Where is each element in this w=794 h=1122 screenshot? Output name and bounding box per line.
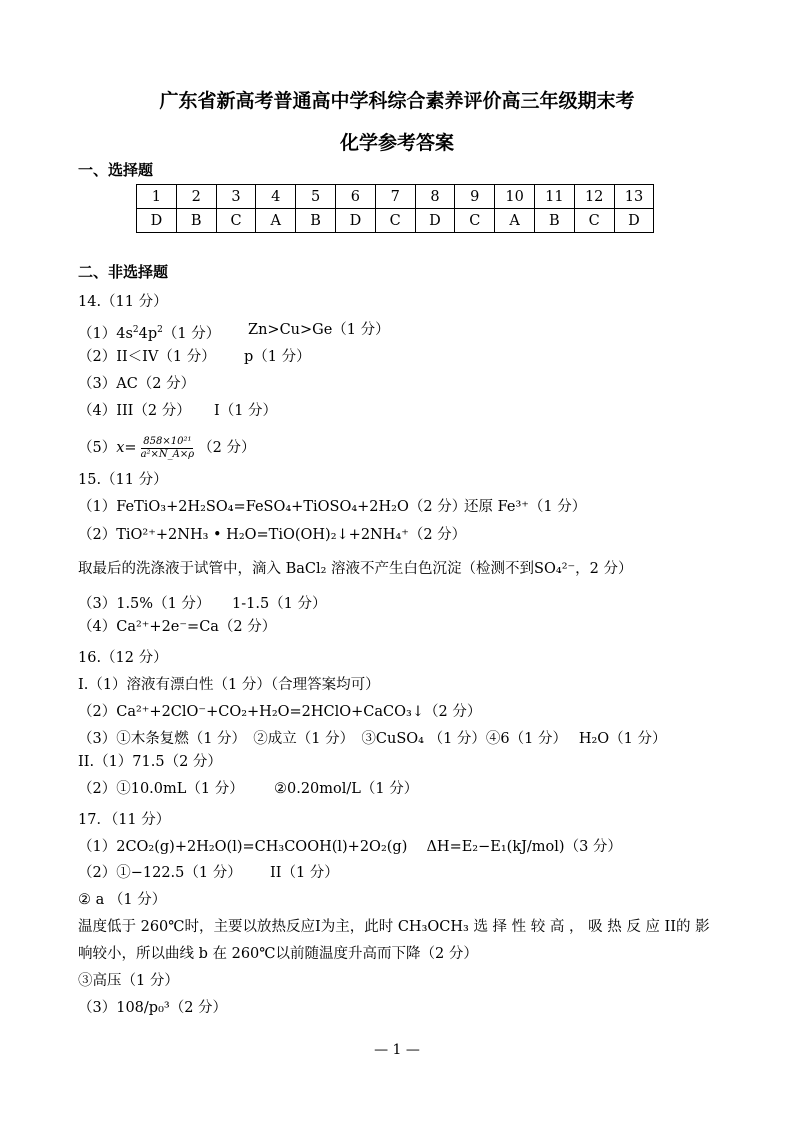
- q16-I-part1: I.（1）溶液有漂白性（1 分）（合理答案均可）: [78, 677, 380, 693]
- answer-cell: C: [574, 209, 614, 233]
- document-title: 广东省新高考普通高中学科综合素养评价高三年级期末考: [159, 90, 635, 112]
- answer-cell: B: [296, 209, 336, 233]
- answer-cell: A: [256, 209, 296, 233]
- question-number: 9: [455, 185, 495, 209]
- q14-part1-b: 4p: [138, 325, 158, 342]
- variable-x: x: [116, 440, 125, 456]
- q16-heading: 16.（12 分）: [78, 650, 168, 666]
- q17-part1: （1）2CO₂(g)+2H₂O(l)=CH₃COOH(l)+2O₂(g) ΔH=E₂−E₁(kJ/mol)（3 分）: [78, 839, 622, 855]
- q15-part4: （4）Ca²⁺+2e⁻=Ca（2 分）: [78, 619, 277, 635]
- answer-cell: B: [534, 209, 574, 233]
- q14-part4-b: I（1 分）: [214, 403, 278, 419]
- answer-cell: D: [415, 209, 455, 233]
- q16-II-part2-b: ②0.20mol/L（1 分）: [274, 781, 419, 797]
- answer-cell: C: [216, 209, 256, 233]
- q14-part2: （2）II＜IV（1 分）: [78, 349, 216, 365]
- answer-cell: B: [176, 209, 216, 233]
- q16-II-part2: （2）①10.0mL（1 分）: [78, 781, 244, 797]
- question-number: 12: [574, 185, 614, 209]
- q14-part5: [78, 434, 256, 462]
- q15-part3: （3）1.5%（1 分）: [78, 596, 211, 612]
- q17-part3: （3）108/p₀³（2 分）: [78, 1000, 228, 1016]
- q17-heading: 17．（11 分）: [78, 812, 171, 828]
- q15-part1: （1）FeTiO₃+2H₂SO₄=FeSO₄+TiOSO₄+2H₂O（2 分）: [78, 499, 467, 515]
- q15-part2-explanation: 取最后的洗涤液于试管中，滴入 BaCl₂ 溶液不产生白色沉淀（检测不到SO₄²⁻，2 分）: [78, 561, 633, 577]
- section-heading-free-response: 二、非选择题: [78, 263, 169, 281]
- page-number: — 1 —: [374, 1042, 420, 1058]
- answer-table-number-row: [137, 185, 654, 209]
- equals-sign: =: [124, 440, 137, 456]
- q14-part2-block: p（1 分）: [244, 349, 311, 365]
- q14-part1: [78, 320, 220, 344]
- q14-part1-order: Zn>Cu>Ge（1 分）: [248, 322, 390, 338]
- q17-explanation-line1: 温度低于 260℃时，主要以放热反应I为主，此时 CH₃OCH₃ 选 择 性 较 高 ， 吸 热 反 应 II的 影: [78, 919, 710, 935]
- section-heading-multiple-choice: 一、选择题: [78, 161, 154, 179]
- q15-part1-b: 还原 Fe³⁺（1 分）: [464, 499, 587, 515]
- q14-part1-c: （1 分）: [162, 325, 221, 342]
- answer-table: [136, 184, 654, 233]
- q17-part2-b: II（1 分）: [270, 865, 339, 881]
- q14-heading: 14.（11 分）: [78, 294, 168, 310]
- question-number: 11: [534, 185, 574, 209]
- question-number: 6: [335, 185, 375, 209]
- question-number: 1: [137, 185, 177, 209]
- question-number: 8: [415, 185, 455, 209]
- answer-table-answer-row: [137, 209, 654, 233]
- question-number: 4: [256, 185, 296, 209]
- q14-part5-label: （5）: [78, 440, 117, 456]
- q17-part2-2: ② a （1 分）: [78, 892, 167, 908]
- q15-part2: （2）TiO²⁺+2NH₃ • H₂O=TiO(OH)₂↓+2NH₄⁺（2 分）: [78, 527, 467, 543]
- q15-part3-b: 1-1.5（1 分）: [232, 596, 327, 612]
- fraction-denominator: a²×N_A×ρ: [140, 448, 195, 460]
- q14-part4: （4）III（2 分）: [78, 403, 191, 419]
- q14-part5-score: （2 分）: [198, 440, 256, 456]
- superscript: 2: [157, 325, 163, 335]
- density-fraction: [139, 436, 197, 461]
- answer-cell: C: [375, 209, 415, 233]
- fraction-numerator: 858×10²¹: [143, 435, 192, 447]
- question-number: 10: [495, 185, 535, 209]
- question-number: 5: [296, 185, 336, 209]
- document-subtitle: 化学参考答案: [339, 132, 454, 154]
- question-number: 2: [176, 185, 216, 209]
- q16-II-part1: II.（1）71.5（2 分）: [78, 754, 222, 770]
- answer-cell: D: [137, 209, 177, 233]
- q17-part2: （2）①−122.5（1 分）: [78, 865, 242, 881]
- answer-cell: A: [495, 209, 535, 233]
- q14-part3: （3）AC（2 分）: [78, 376, 196, 392]
- answer-cell: D: [614, 209, 654, 233]
- q15-heading: 15.（11 分）: [78, 472, 168, 488]
- q16-I-part3: （3）①木条复燃（1 分） ②成立（1 分） ③CuSO₄ （1 分）④6（1 分） H₂O（1 分）: [78, 731, 667, 747]
- question-number: 7: [375, 185, 415, 209]
- superscript: 2: [132, 325, 139, 335]
- q17-part2-3: ③高压（1 分）: [78, 973, 179, 989]
- q16-I-part2: （2）Ca²⁺+2ClO⁻+CO₂+H₂O=2HClO+CaCO₃↓（2 分）: [78, 704, 482, 720]
- answer-cell: D: [335, 209, 375, 233]
- question-number: 3: [216, 185, 256, 209]
- q14-part1-a: （1）4s: [78, 325, 133, 342]
- q17-explanation-line2: 响较小，所以曲线 b 在 260℃以前随温度升高而下降（2 分）: [78, 946, 478, 962]
- answer-cell: C: [455, 209, 495, 233]
- question-number: 13: [614, 185, 654, 209]
